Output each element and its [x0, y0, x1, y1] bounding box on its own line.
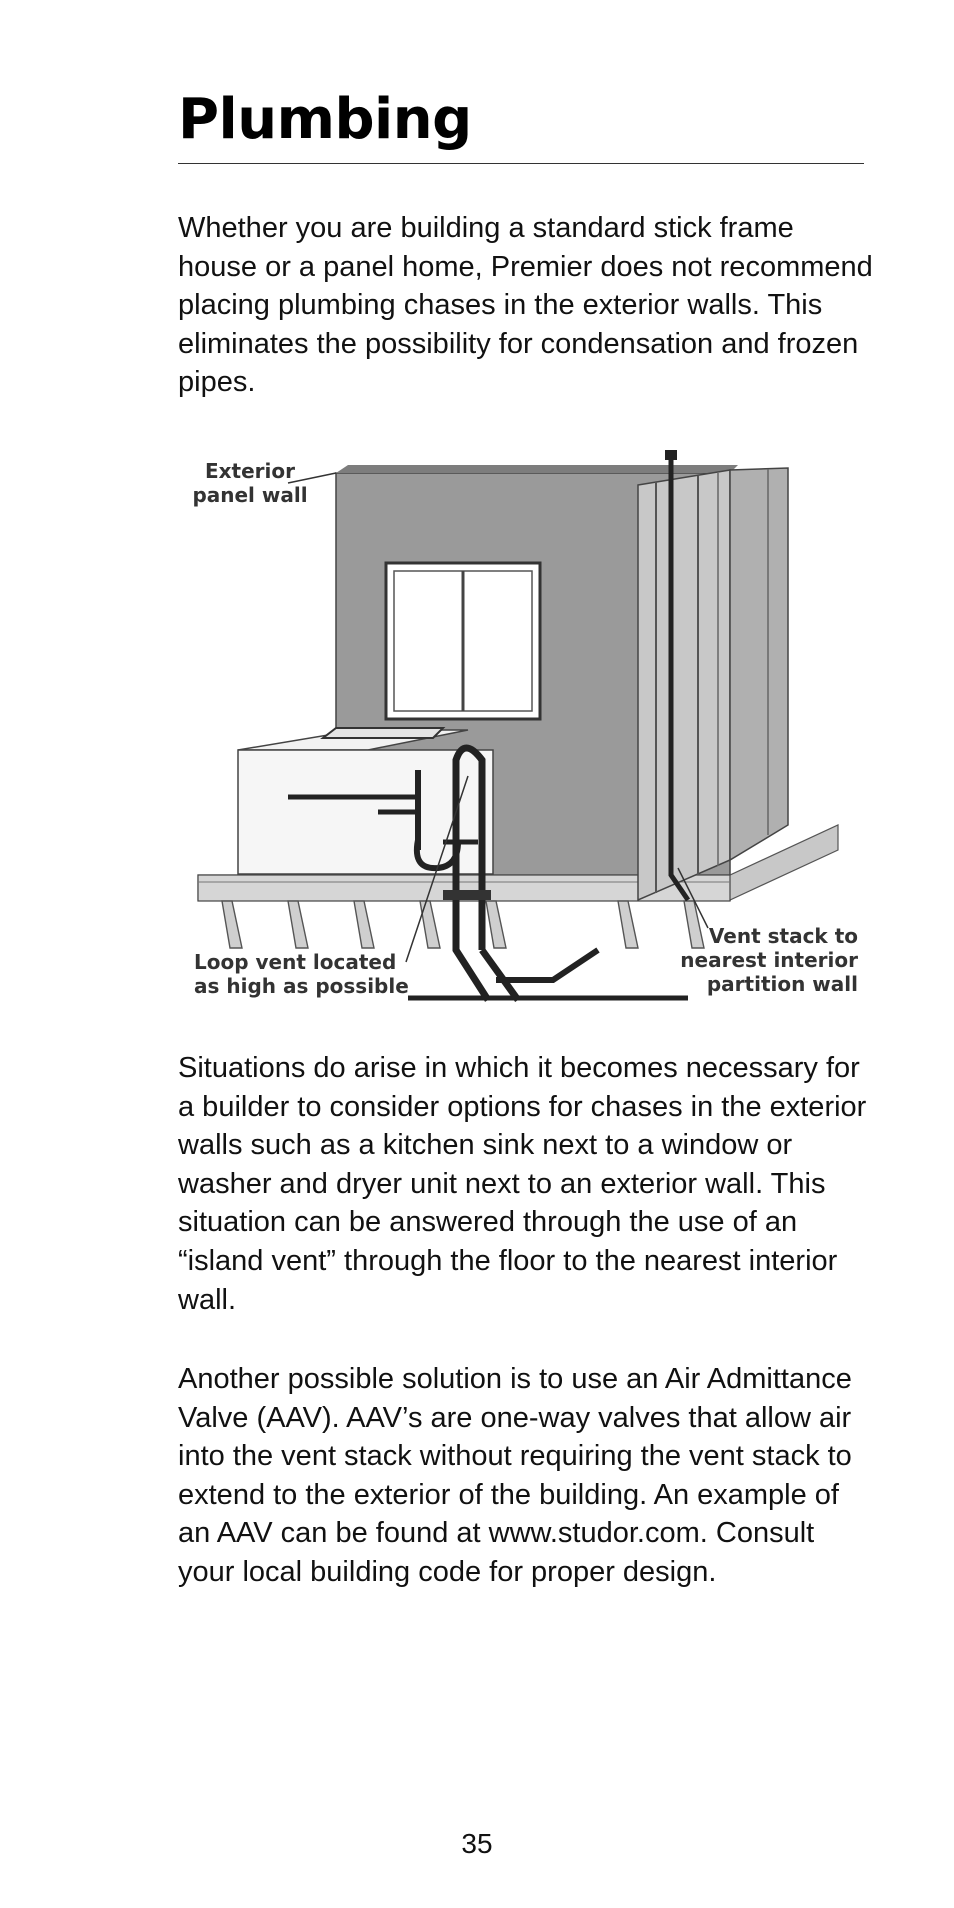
title-divider	[178, 163, 864, 164]
callout-exterior-line-1: Exterior	[204, 459, 296, 483]
island-vent-paragraph: Situations do arise in which it becomes necessary for a builder to consider options for chases in the exterior walls such as a kitchen sink next to a window or washer and dryer unit next to an exterior wall. This situation can be answered through the use of an “island vent” through the floor to the nearest interior wall.	[178, 1052, 867, 1316]
window	[386, 563, 540, 719]
intro-paragraph: Whether you are building a standard stick frame house or a panel home, Premier does not recommend placing plumbing chases in the exterior walls. This eliminates the possibility for condensation and frozen pipes.	[178, 212, 873, 399]
callout-vent-line-2: nearest interior	[680, 948, 858, 972]
floor-joists	[222, 901, 704, 948]
page-number: 35	[461, 1828, 493, 1859]
plumbing-diagram	[178, 430, 868, 1005]
callout-loop-line-2: as high as possible	[194, 974, 409, 998]
callout-exterior-wall	[192, 459, 336, 507]
interior-partition-wall	[638, 450, 788, 900]
callout-vent-line-3: partition wall	[706, 972, 858, 996]
callout-exterior-line-2: panel wall	[192, 483, 308, 507]
callout-loop-line-1: Loop vent located	[194, 950, 397, 974]
callout-vent-line-1: Vent stack to	[708, 924, 858, 948]
page-title: Plumbing	[178, 87, 472, 152]
aav-paragraph: Another possible solution is to use an Air Admittance Valve (AAV). AAV’s are one-way valves that allow air into the vent stack without requiring the vent stack to extend to the exterior of the building. An example of an AAV can be found at www.studor.com. Consult your local building code for proper design.	[178, 1363, 852, 1588]
